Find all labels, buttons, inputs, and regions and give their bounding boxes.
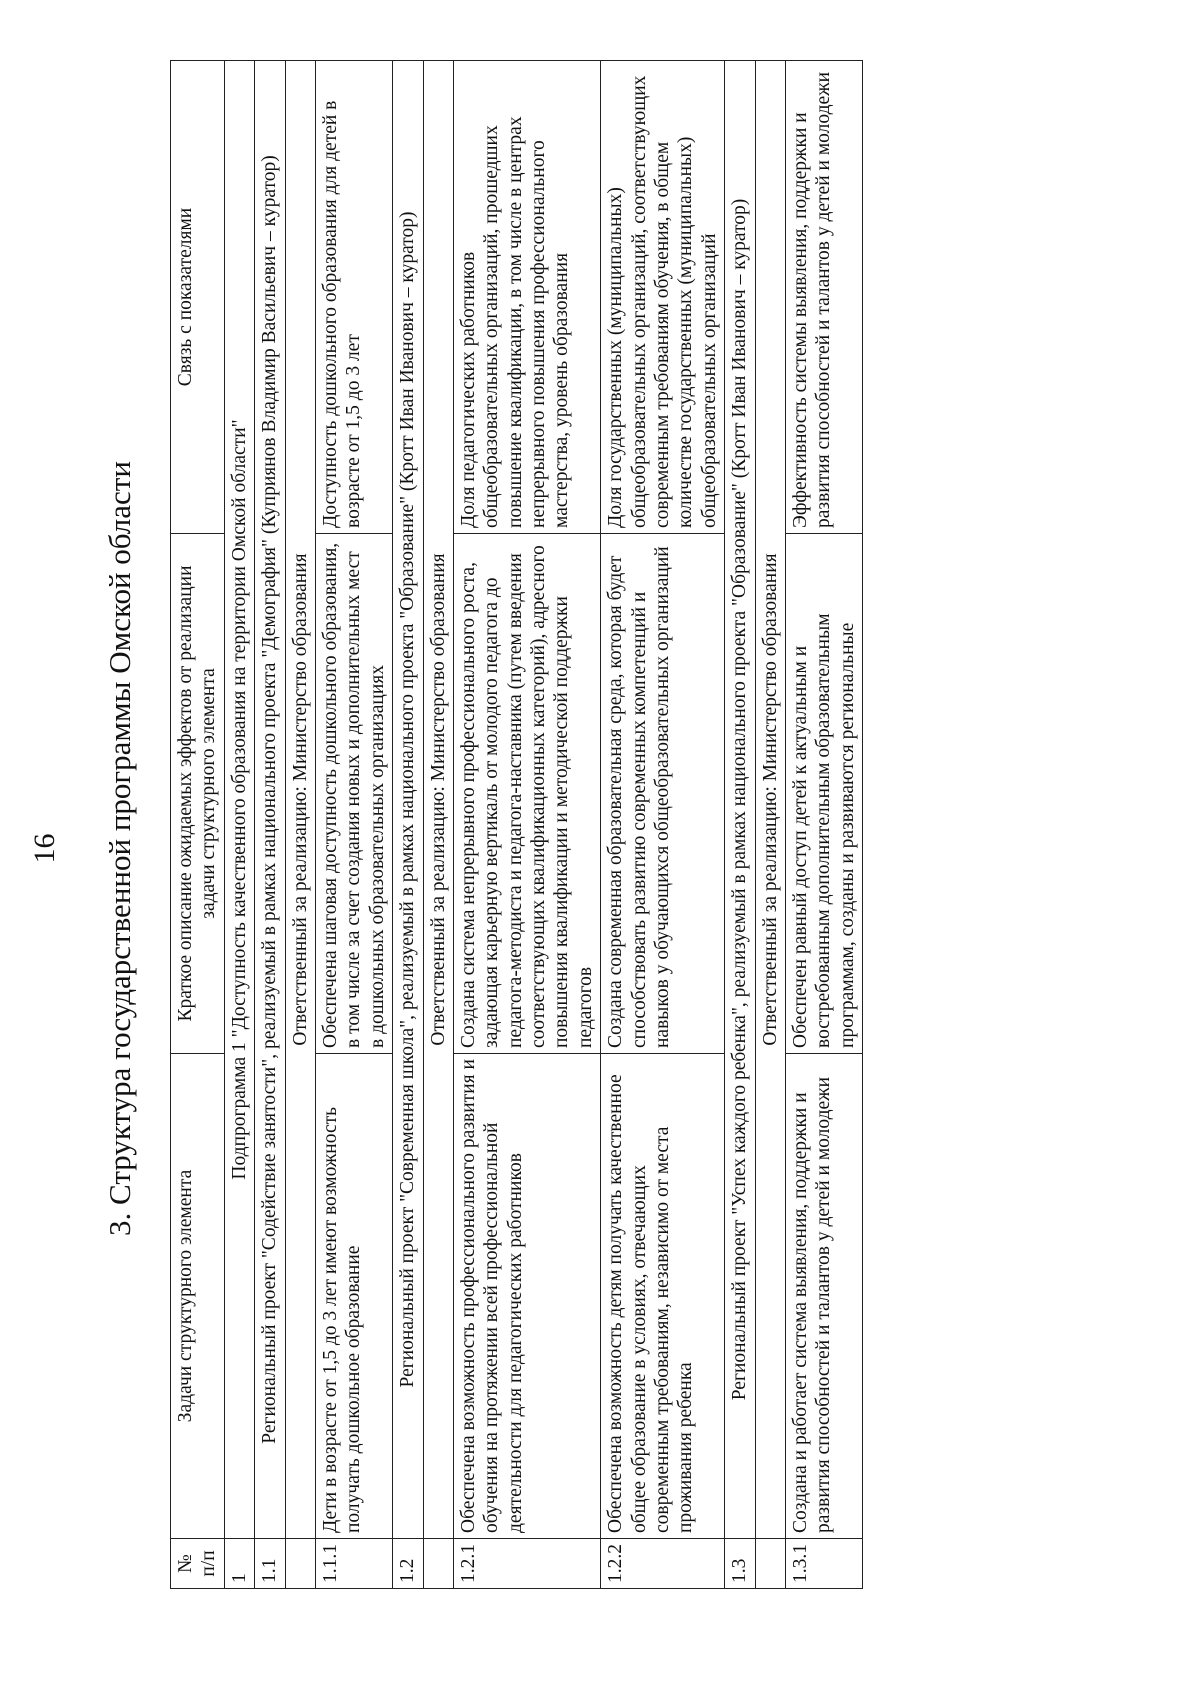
table-row-project — [725, 61, 755, 1589]
table-row-task — [453, 61, 600, 1589]
indicator-text: Доступность дошкольного образования для детей в возрасте от 1,5 до 3 лет — [315, 61, 392, 534]
task-text: Создана и работает система выявления, поддержки и развития способностей и талантов у детей и молодежи — [785, 1054, 862, 1539]
table-row-task — [315, 61, 392, 1589]
row-number — [285, 1539, 315, 1589]
table-row-responsible — [423, 61, 453, 1589]
table-row-project — [393, 61, 423, 1589]
header-number: № п/п — [171, 1539, 225, 1589]
effect-text: Обеспечен равный доступ детей к актуальным и востребованным дополнительным образовательным программам, созданы и развиваются региональные — [785, 534, 862, 1054]
indicator-text: Доля государственных (муниципальных) общеобразовательных организаций, соответствующих современным требованиям обучения, в общем количестве государственных (муниципальных) общеобразовательных организаций — [601, 61, 725, 534]
effect-text: Создана система непрерывного профессионального роста, задающая карьерную вертикаль от молодого педагога до педагога-методиста и педагога-наставника (путем введения соответствующих квалификационных категорий), адресного повышения квалификации и методической поддержки педагогов — [453, 534, 600, 1054]
table-header-row — [171, 61, 225, 1589]
row-number — [755, 1539, 785, 1589]
project-title: Региональный проект "Современная школа", реализуемый в рамках национального проекта "Образование" (Кротт Иван Иванович – куратор) — [393, 61, 423, 1539]
row-number: 1 — [224, 1539, 254, 1589]
header-tasks: Задачи структурного элемента — [171, 1054, 225, 1539]
row-number: 1.2.2 — [601, 1539, 725, 1589]
indicator-text: Доля педагогических работников общеобразовательных организаций, прошедших повышение квалификации, в том числе в центрах непрерывного повышения профессионального мастерства, уровень образования — [453, 61, 600, 534]
header-indicators: Связь с показателями — [171, 61, 225, 534]
row-number: 1.1.1 — [315, 1539, 392, 1589]
header-effects: Краткое описание ожидаемых эффектов от реализации задачи структурного элемента — [171, 534, 225, 1054]
table-row-task — [785, 61, 862, 1589]
row-number: 1.2 — [393, 1539, 423, 1589]
table-row-responsible — [755, 61, 785, 1589]
table-row-subprogram — [224, 61, 254, 1589]
table-row-responsible — [285, 61, 315, 1589]
subprogram-title: Подпрограмма 1 "Доступность качественного образования на территории Омской области" — [224, 61, 254, 1539]
row-number: 1.3.1 — [785, 1539, 862, 1589]
responsible-text: Ответственный за реализацию: Министерство образования — [285, 61, 315, 1539]
row-number: 1.3 — [725, 1539, 755, 1589]
indicator-text: Эффективность системы выявления, поддержки и развития способностей и талантов у детей и молодежи — [785, 61, 862, 534]
responsible-text: Ответственный за реализацию: Министерство образования — [755, 61, 785, 1539]
structure-table — [170, 60, 863, 1589]
row-number: 1.2.1 — [453, 1539, 600, 1589]
project-title: Региональный проект "Успех каждого ребенка", реализуемый в рамках национального проекта "Образование" (Кротт Иван Иванович – куратор) — [725, 61, 755, 1539]
table-row-task — [601, 61, 725, 1589]
table-row-project — [255, 61, 285, 1589]
project-title: Региональный проект "Содействие занятости", реализуемый в рамках национального проекта "Демография" (Куприянов Владимир Васильевич – куратор) — [255, 61, 285, 1539]
task-text: Дети в возрасте от 1,5 до 3 лет имеют возможность получать дошкольное образование — [315, 1054, 392, 1539]
row-number: 1.1 — [255, 1539, 285, 1589]
document-title: 3. Структура государственной программы Омской области — [102, 461, 137, 1236]
page-number: 16 — [28, 833, 61, 864]
task-text: Обеспечена возможность профессионального развития и обучения на протяжении всей профессиональной деятельности для педагогических работников — [453, 1054, 600, 1539]
row-number — [423, 1539, 453, 1589]
task-text: Обеспечена возможность детям получать качественное общее образование в условиях, отвечающих современным требованиям, независимо от места проживания ребенка — [601, 1054, 725, 1539]
effect-text: Создана современная образовательная среда, которая будет способствовать развитию современных компетенций и навыков у обучающихся общеобразовательных организаций — [601, 534, 725, 1054]
responsible-text: Ответственный за реализацию: Министерство образования — [423, 61, 453, 1539]
effect-text: Обеспечена шаговая доступность дошкольного образования, в том числе за счет создания новых и дополнительных мест в дошкольных образовательных организациях — [315, 534, 392, 1054]
